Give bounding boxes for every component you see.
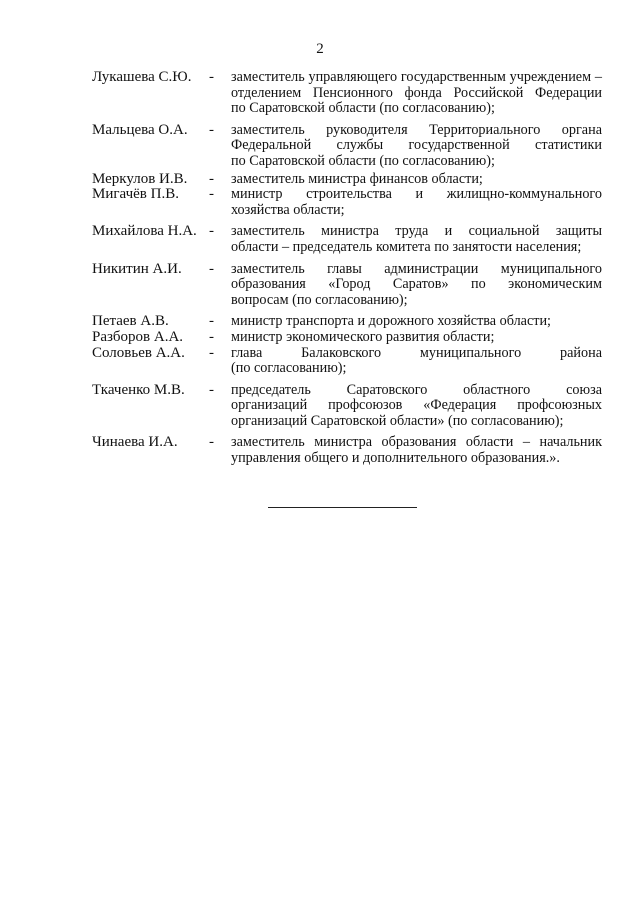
member-position	[231, 70, 602, 117]
member-position	[231, 172, 602, 188]
list-item	[92, 187, 602, 218]
list-item	[92, 314, 602, 330]
member-name: Мигачёв П.В.	[92, 186, 179, 203]
dash-separator: -	[209, 121, 214, 138]
member-name: Чинаева И.А.	[92, 434, 178, 451]
position-line: министр строительства и жилищно-коммунального	[231, 186, 602, 203]
position-line: (по согласованию);	[231, 360, 347, 377]
member-list	[92, 70, 602, 467]
list-item	[92, 383, 602, 430]
position-line: министр транспорта и дорожного хозяйства области;	[231, 313, 552, 330]
member-name: Мальцева О.А.	[92, 121, 188, 138]
member-name: Ткаченко М.В.	[92, 381, 185, 398]
member-position	[231, 187, 602, 218]
list-item	[92, 262, 602, 309]
member-position	[231, 383, 602, 430]
member-position	[231, 346, 602, 377]
member-name: Петаев А.В.	[92, 313, 169, 330]
member-name: Разборов А.А.	[92, 328, 184, 345]
position-line: заместитель руководителя Территориального органа	[231, 121, 602, 138]
position-line: по Саратовской области (по согласованию);	[231, 152, 495, 169]
page-number: 2	[316, 41, 324, 57]
position-line: министр экономического развития области;	[231, 328, 495, 345]
member-position	[231, 224, 602, 255]
list-item	[92, 70, 602, 117]
member-position	[231, 330, 602, 346]
position-line: глава Балаковского муниципального района	[231, 344, 602, 361]
list-item	[92, 330, 602, 346]
end-rule	[268, 507, 417, 508]
position-line: по Саратовской области (по согласованию);	[231, 100, 495, 117]
position-line: Федеральной службы государственной статистики	[231, 137, 602, 154]
dash-separator: -	[209, 186, 214, 203]
member-position	[231, 314, 602, 330]
position-line: организаций Саратовской области» (по согласованию);	[231, 412, 564, 429]
position-line: хозяйства области;	[231, 201, 345, 218]
member-position	[231, 123, 602, 170]
position-line: заместитель министра финансов области;	[231, 170, 483, 187]
position-line: заместитель управляющего государственным учреждением –	[231, 69, 602, 85]
member-name: Михайлова Н.А.	[92, 223, 197, 240]
dash-separator: -	[209, 260, 214, 277]
dash-separator: -	[209, 69, 214, 85]
dash-separator: -	[209, 313, 214, 330]
dash-separator: -	[209, 328, 214, 345]
position-line: заместитель главы администрации муниципального	[231, 260, 602, 277]
list-item	[92, 123, 602, 170]
member-position	[231, 262, 602, 309]
position-line: образования «Город Саратов» по экономическим	[231, 276, 602, 293]
list-item	[92, 172, 602, 188]
position-line: вопросам (по согласованию);	[231, 291, 408, 308]
member-name: Соловьев А.А.	[92, 344, 185, 361]
member-position	[231, 435, 602, 466]
dash-separator: -	[209, 223, 214, 240]
position-line: заместитель министра труда и социальной защиты	[231, 223, 602, 240]
list-item	[92, 346, 602, 377]
position-line: председатель Саратовского областного союза	[231, 381, 602, 398]
position-line: заместитель министра образования области – начальник	[231, 434, 602, 451]
list-item	[92, 435, 602, 466]
dash-separator: -	[209, 381, 214, 398]
dash-separator: -	[209, 434, 214, 451]
position-line: управления общего и дополнительного образования.».	[231, 450, 560, 467]
member-name: Никитин А.И.	[92, 260, 182, 277]
position-line: отделением Пенсионного фонда Российской Федерации	[231, 84, 602, 101]
member-name: Лукашева С.Ю.	[92, 69, 192, 85]
list-item	[92, 224, 602, 255]
position-line: области – председатель комитета по занятости населения;	[231, 238, 582, 255]
dash-separator: -	[209, 344, 214, 361]
position-line: организаций профсоюзов «Федерация профсоюзных	[231, 397, 602, 414]
member-name: Меркулов И.В.	[92, 170, 188, 187]
dash-separator: -	[209, 170, 214, 187]
